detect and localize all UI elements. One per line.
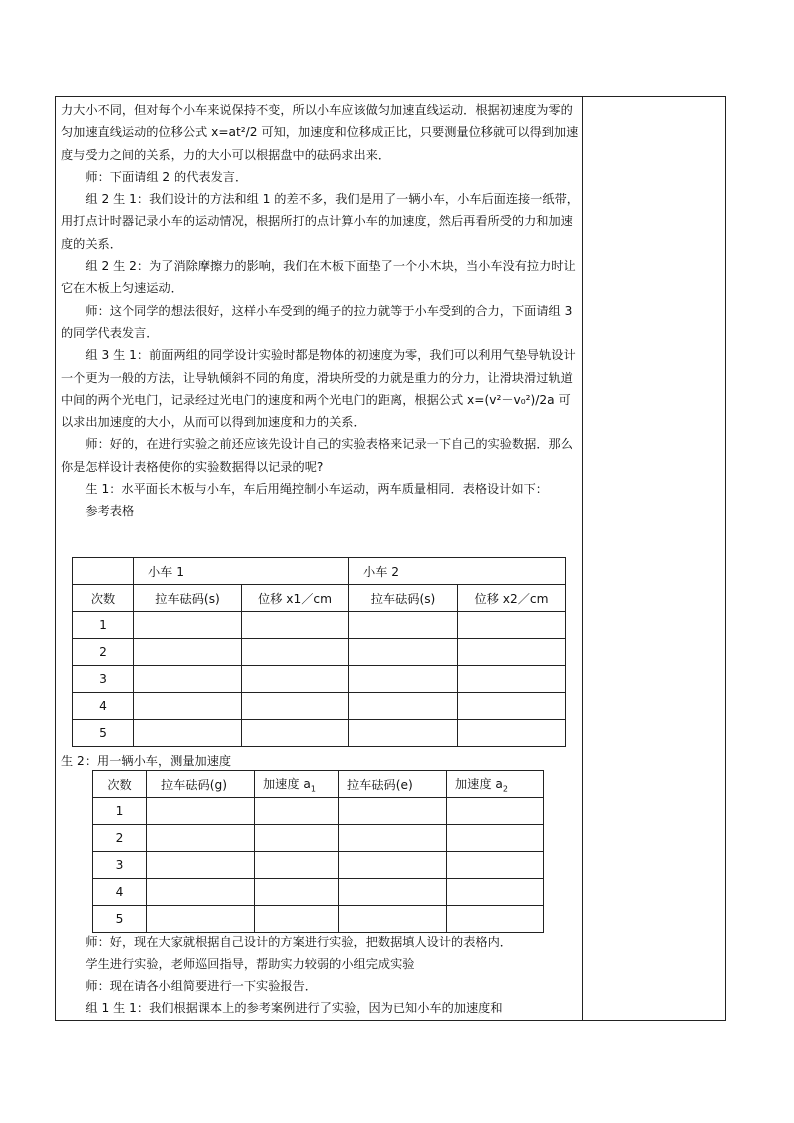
group-header-cart-1: 小车 1 [134,558,349,585]
column-header: 次数 [93,771,147,798]
row-number: 3 [73,666,134,693]
column-header: 拉车砝码(s) [134,585,242,612]
column-header-accel-1: 加速度 $a_1$ [255,771,339,798]
paragraph: 师：好，现在大家就根据自己设计的方案进行实验，把数据填人设计的表格内． [85,935,512,949]
table-row [93,798,544,825]
reference-table-label: 参考表格 [85,504,135,519]
paragraph: 学生进行实验，老师巡回指导，帮助实力较弱的小组完成实验 [85,957,415,971]
column-header: 位移 x2／cm [458,585,566,612]
paragraph: 组 2 生 2：为了消除摩擦力的影响，我们在木板下面垫了一个小木块，当小车没有拉力时让它在木板上匀速运动． [61,259,576,296]
paragraph: 师：好的，在进行实验之前还应该先设计自己的实验表格来记录一下自己的实验数据．那么你是怎样设计表格使你的实验数据得以记录的呢? [61,437,573,474]
table-row [73,693,566,720]
reference-table-1 [72,557,566,747]
paragraph: 组 2 生 1：我们设计的方法和组 1 的差不多，我们是用了一辆小车，小车后面连接一纸带，用打点计时器记录小车的运动情况，根据所打的点计算小车的加速度，然后再看所受的力和加速度的关系． [61,192,579,251]
paragraph: 力大小不同，但对每个小车来说保持不变，所以小车应该做匀加速直线运动．根据初速度为零的匀加速直线运动的位移公式 x=at²/2 可知，加速度和位移成正比，只要测量位移就可以得到加速度与受力之间的关系，力的大小可以根据盘中的砝码求出来． [61,103,579,162]
table-2-caption: 生 2：用一辆小车，测量加速度 [61,754,232,768]
table-row [73,639,566,666]
column-header: 拉车砝码(e) [339,771,447,798]
group-header-cart-2: 小车 2 [349,558,566,585]
row-number: 1 [73,612,134,639]
column-header: 位移 x1／cm [242,585,349,612]
paragraph: 组 3 生 1：前面两组的同学设计实验时都是物体的初速度为零，我们可以利用气垫导轨设计一个更为一般的方法，让导轨倾斜不同的角度，滑块所受的力就是重力的分力，让滑块滑过轨道中间的两个光电门，记录经过光电门的速度和两个光电门的距离，根据公式 x=(v²－v₀²)/2a 可以求出加速度的大小，从而可以得到加速度和力的关系． [61,348,576,430]
column-divider [582,96,583,1021]
table-row [93,906,544,933]
row-number: 5 [73,720,134,747]
table-row [73,666,566,693]
table-row [73,720,566,747]
row-number: 4 [93,879,147,906]
lesson-text-bottom [61,931,579,1019]
table-row [73,612,566,639]
row-number: 1 [93,798,147,825]
paragraph: 师：现在请各小组简要进行一下实验报告． [85,979,317,993]
header-empty [73,558,134,585]
paragraph: 师：下面请组 2 的代表发言． [85,169,248,184]
reference-table-2 [92,770,544,933]
paragraph: 组 1 生 1：我们根据课本上的参考案例进行了实验，因为已知小车的加速度和 [85,1001,503,1015]
column-header-accel-2: 加速度 $a_2$ [447,771,544,798]
lesson-text-top [61,99,579,523]
row-number: 5 [93,906,147,933]
row-number: 4 [73,693,134,720]
row-number: 2 [73,639,134,666]
column-header: 拉车砝码(g) [147,771,255,798]
column-header: 拉车砝码(s) [349,585,458,612]
row-number: 2 [93,825,147,852]
row-number: 3 [93,852,147,879]
paragraph: 生 1：水平面长木板与小车，车后用绳控制小车运动，两车质量相同．表格设计如下： [85,482,548,497]
column-header: 次数 [73,585,134,612]
table-row [93,879,544,906]
paragraph: 师：这个同学的想法很好，这样小车受到的绳子的拉力就等于小车受到的合力，下面请组 3 的同学代表发言． [61,303,573,340]
table-row [93,825,544,852]
table-row [93,852,544,879]
